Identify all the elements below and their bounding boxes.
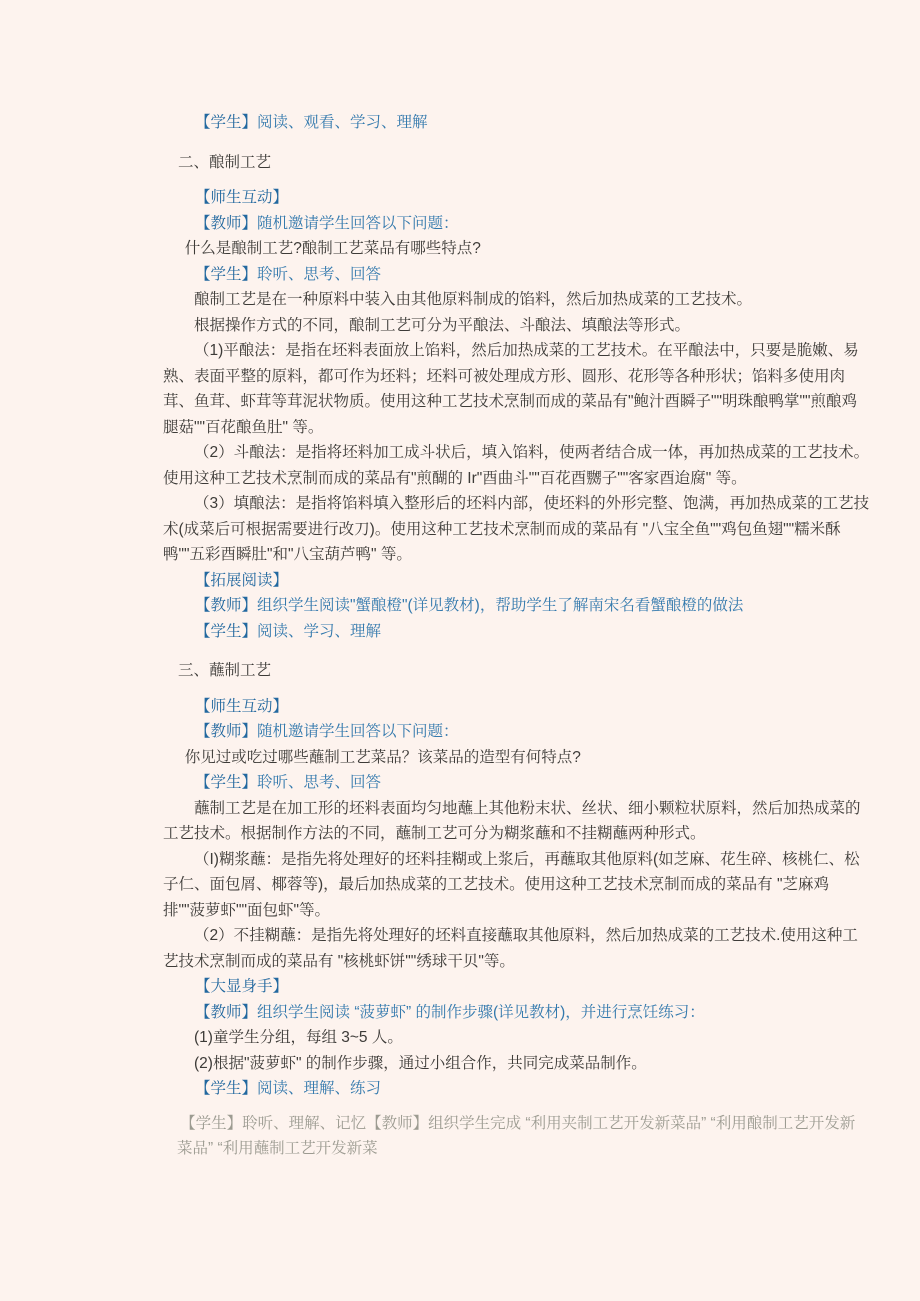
body-paragraph: 蘸制工艺是在加工形的坯料表面均匀地蘸上其他粉末状、丝状、细小颗粒状原料，然后加热成菜的工艺技术。根据制作方法的不同，蘸制工艺可分为糊浆蘸和不挂糊蘸两种形式。 (163, 799, 861, 842)
body-paragraph: 酿制工艺是在一种原料中装入由其他原料制成的馅料，然后加热成菜的工艺技术。 (194, 291, 753, 308)
interaction-line (163, 211, 870, 237)
section-heading: 二、酿制工艺 (178, 153, 272, 171)
interaction-line (163, 568, 870, 594)
interaction-line (163, 770, 870, 796)
role-tag: 【学生】 (195, 1080, 258, 1097)
interaction-line (163, 619, 870, 645)
interaction-text: 聆听、思考、回答 (257, 265, 382, 283)
role-tag: 【师生互动】 (195, 189, 289, 206)
interaction-line (163, 1076, 870, 1102)
role-tag: 【学生】 (195, 265, 258, 283)
body-paragraph: 根据操作方式的不同，酿制工艺可分为平酿法、斗酿法、填酿法等形式。 (194, 316, 691, 334)
role-tag: 【学生】 (195, 114, 258, 131)
interaction-text: 组织学生阅读"蟹酿橙"(详见教材)，帮助学生了解南宋名看蟹酿橙的做法 (257, 597, 744, 614)
role-tag: 【拓展阅读】 (195, 571, 289, 589)
body-paragraph: （1)平酿法：是指在坯料表面放上馅料，然后加热成菜的工艺技术。在平酿法中，只要是脆嫩、易熟、表面平整的原料，都可作为坯料；坯料可被处理成方形、圆形、花形等各种形状；馅料多使用肉茸、鱼茸、虾茸等茸泥状物质。使用这种工艺技术烹制而成的菜品有"鲍汁酉瞬子""明珠酿鸭掌""煎酿鸡腿菇""百花酿鱼肚" 等。 (163, 342, 859, 436)
role-tag: 【教师】 (195, 723, 258, 740)
role-tag: 【教师】 (195, 597, 258, 614)
role-tag: 【学生】 (195, 774, 258, 791)
role-tag: 【教师】 (195, 1003, 258, 1021)
interaction-text: 组织学生阅读 “菠萝虾” 的制作步骤(详见教材)，并进行烹饪练习： (257, 1003, 705, 1021)
interaction-line (163, 185, 870, 211)
role-tag: 【师生互动】 (195, 697, 289, 715)
interaction-line (163, 719, 870, 745)
body-paragraph: （3）填酿法：是指将馅料填入整形后的坯料内部，使坯料的外形完整、饱满，再加热成菜的工艺技术(成菜后可根据需要进行改刀)。使用这种工艺技术烹制而成的菜品有 "八宝全鱼""鸡包鱼翅""糯米酥鸭""五彩酉瞬肚"和"八宝葫芦鸭" 等。 (163, 495, 870, 563)
role-tag: 【教师】 (195, 214, 258, 232)
role-tag: 【学生】 (195, 622, 258, 640)
summary-paragraph-muted: 【学生】聆听、理解、记忆【教师】组织学生完成 “利用夹制工艺开发新菜品” “利用酿制工艺开发新菜品” “利用蘸制工艺开发新菜 (177, 1114, 856, 1157)
question-line: 什么是酿制工艺?酿制工艺菜品有哪些特点? (184, 240, 481, 257)
interaction-text: 阅读、学习、理解 (257, 622, 382, 640)
interaction-text: 随机邀请学生回答以下问题： (257, 723, 459, 740)
interaction-line (163, 262, 870, 288)
question-line: 你见过或吃过哪些蘸制工艺菜品？该菜品的造型有何特点? (184, 748, 581, 766)
body-paragraph: （2）斗酿法：是指将坯料加工成斗状后，填入馅料，使两者结合成一体，再加热成菜的工艺技术。使用这种工艺技术烹制而成的菜品有"煎醐的 Ir"酉曲斗""百花酉嬲子""客家酉迨腐" 等。 (163, 444, 870, 487)
interaction-line (163, 110, 870, 136)
interaction-line (163, 694, 870, 720)
body-paragraph: （I)糊浆蘸：是指先将处理好的坯料挂糊或上浆后，再蘸取其他原料(如芝麻、花生碎、核桃仁、松子仁、面包屑、椰蓉等)，最后加热成菜的工艺技术。使用这种工艺技术烹制而成的菜品有 "芝麻鸡排""菠萝虾""面包虾"等。 (163, 850, 860, 919)
interaction-line (163, 1000, 870, 1026)
body-paragraph: （2）不挂糊蘸：是指先将处理好的坯料直接蘸取其他原料，然后加热成菜的工艺技术.使用这种工艺技术烹制而成的菜品有 "核桃虾饼""绣球干贝"等。 (163, 927, 858, 970)
interaction-text: 阅读、理解、练习 (257, 1080, 382, 1097)
interaction-text: 聆听、思考、回答 (257, 774, 382, 791)
section-heading: 三、蘸制工艺 (178, 662, 272, 679)
interaction-text: 随机邀请学生回答以下问题： (257, 214, 459, 232)
interaction-line (163, 974, 870, 1000)
step-line: (2)根据"菠萝虾" 的制作步骤，通过小组合作，共同完成菜品制作。 (194, 1054, 647, 1072)
interaction-text: 阅读、观看、学习、理解 (257, 114, 428, 131)
role-tag: 【大显身手】 (195, 978, 289, 995)
step-line: (1)童学生分组，每组 3~5 人。 (194, 1029, 403, 1046)
interaction-line (163, 593, 870, 619)
